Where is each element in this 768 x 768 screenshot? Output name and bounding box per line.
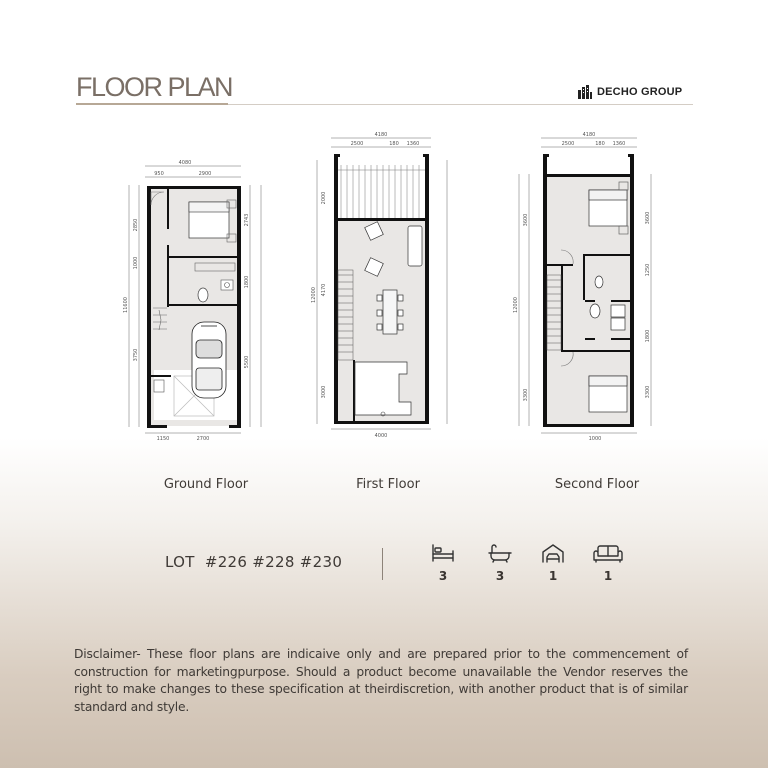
- dim-sf-left-2: 3300: [523, 388, 529, 402]
- first-floor-plan: [307, 130, 459, 440]
- company-logo: [577, 84, 682, 100]
- bathroom-count: 3: [495, 569, 505, 583]
- dim-sf-top-1: 2500: [561, 141, 575, 147]
- dim-gf-top-total: 4080: [178, 160, 192, 166]
- second-floor-label: Second Floor: [554, 477, 640, 492]
- info-divider: [382, 548, 383, 580]
- dim-ff-overall: 12000: [311, 287, 317, 303]
- ground-floor-label: Ground Floor: [163, 477, 249, 492]
- feature-garage: [536, 543, 570, 583]
- bedroom-count: 3: [438, 569, 448, 583]
- bathtub-icon: [488, 543, 512, 563]
- dim-sf-top-3: 1360: [612, 141, 626, 147]
- dim-sf-right-1: 3600: [645, 211, 651, 225]
- sofa-icon: [593, 543, 623, 563]
- feature-living: [591, 543, 625, 583]
- feature-bedrooms: [426, 543, 460, 583]
- dim-ff-left-2: 4170: [321, 283, 327, 297]
- dim-gf-bottom-1: 1150: [156, 436, 170, 442]
- dim-ff-top-total: 4180: [374, 132, 388, 138]
- dim-sf-right-2: 1250: [645, 263, 651, 277]
- dim-gf-right-1: 2743: [244, 213, 250, 227]
- building-icon: [577, 85, 593, 99]
- garage-count: 1: [548, 569, 558, 583]
- dim-sf-bottom: 1000: [588, 436, 602, 442]
- dim-sf-top-total: 4180: [582, 132, 596, 138]
- first-floor-label: First Floor: [356, 477, 420, 492]
- dim-ff-top-3: 1360: [406, 141, 420, 147]
- dim-gf-top-2: 2900: [198, 171, 212, 177]
- dim-ff-left-3: 3000: [321, 385, 327, 399]
- header-rule: [228, 104, 693, 105]
- title-underline: [76, 103, 228, 105]
- living-count: 1: [603, 569, 613, 583]
- bed-icon: [431, 543, 455, 563]
- dim-sf-right-4: 3300: [645, 385, 651, 399]
- dim-gf-left-3: 3750: [133, 348, 139, 362]
- garage-icon: [541, 543, 565, 563]
- dim-ff-top-1: 2500: [350, 141, 364, 147]
- ground-floor-plan: [123, 130, 269, 442]
- second-floor-plan: [513, 130, 663, 442]
- dim-gf-top-1: 950: [154, 171, 164, 177]
- dim-gf-right-3: 5500: [244, 355, 250, 369]
- feature-bathrooms: [483, 543, 517, 583]
- dim-gf-right-2: 1800: [244, 275, 250, 289]
- dim-gf-left-1: 2850: [133, 218, 139, 232]
- dim-sf-right-3: 1800: [645, 329, 651, 343]
- dim-sf-left-1: 3600: [523, 213, 529, 227]
- dim-sf-top-2: 180: [595, 141, 605, 147]
- dim-gf-left-2: 1000: [133, 256, 139, 270]
- page-title: FLOOR PLAN: [76, 72, 233, 102]
- dim-ff-bottom: 4000: [374, 433, 388, 439]
- dim-gf-bottom-2: 2700: [196, 436, 210, 442]
- dim-gf-overall: 11600: [123, 297, 129, 313]
- dim-sf-overall: 12000: [513, 297, 519, 313]
- disclaimer-text: Disclaimer- These floor plans are indicaive only and are prepared prior to the commencement of construction for marketingpurpose. Should a product become unavailable the Vendor reserves the right to make changes to these specification at theirdiscretion, with another product that is of similar standard and style.: [74, 647, 688, 714]
- lot-numbers: LOT #226 #228 #230: [165, 553, 343, 571]
- dim-ff-left-1: 2000: [321, 191, 327, 205]
- logo-text: DECHO GROUP: [597, 86, 683, 98]
- dim-ff-top-2: 180: [389, 141, 399, 147]
